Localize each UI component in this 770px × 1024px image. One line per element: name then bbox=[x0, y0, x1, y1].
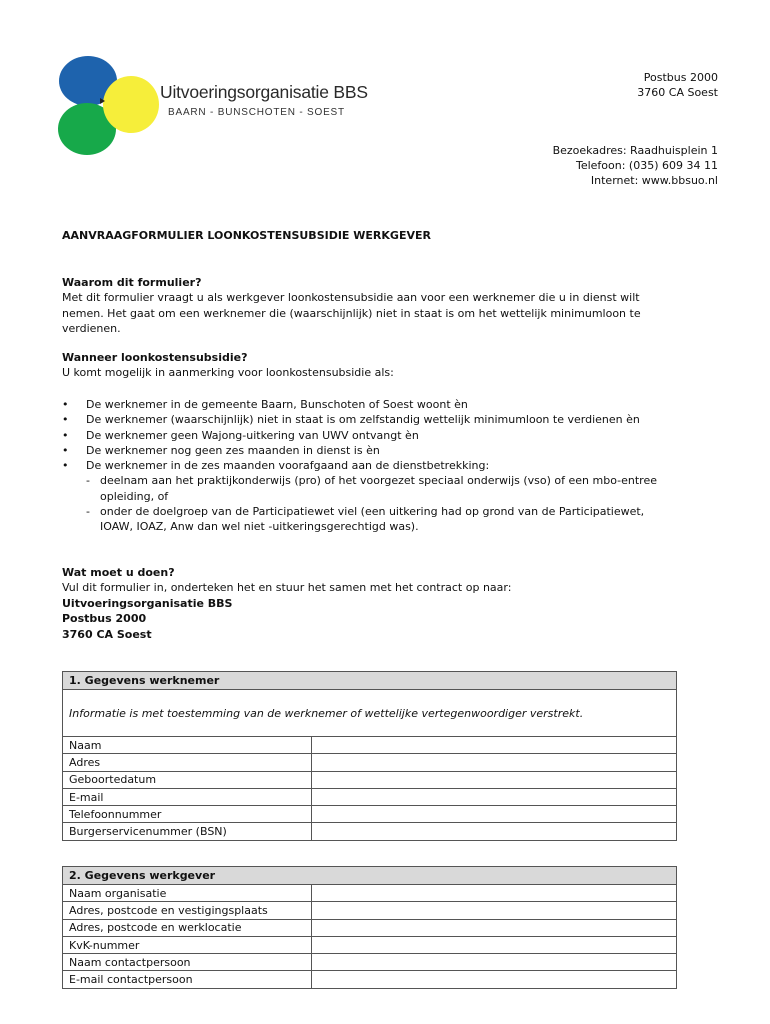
list-item: • De werknemer nog geen zes maanden in dienst is èn bbox=[62, 443, 380, 457]
organisation-logo bbox=[56, 54, 368, 158]
employee-table bbox=[62, 671, 677, 841]
table-row bbox=[63, 771, 677, 788]
field-label: Naam bbox=[63, 737, 312, 754]
field-value-cell[interactable] bbox=[312, 954, 677, 971]
eligibility-list bbox=[62, 397, 722, 535]
field-label: Naam contactpersoon bbox=[63, 954, 312, 971]
website: Internet: www.bbsuo.nl bbox=[590, 174, 718, 187]
field-value-cell[interactable] bbox=[312, 919, 677, 936]
table-row bbox=[63, 885, 677, 902]
table-row bbox=[63, 954, 677, 971]
field-value-cell[interactable] bbox=[312, 936, 677, 953]
mail-address-postbus: Postbus 2000 bbox=[62, 612, 147, 626]
field-label: KvK-nummer bbox=[63, 936, 312, 953]
section-when bbox=[62, 350, 714, 381]
section-why-line: Met dit formulier vraagt u als werkgever loonkostensubsidie aan voor een werknemer die u in dienst wilt bbox=[62, 291, 640, 305]
document-title: AANVRAAGFORMULIER LOONKOSTENSUBSIDIE WERKGEVER bbox=[62, 229, 431, 242]
field-value-cell[interactable] bbox=[312, 771, 677, 788]
table-row bbox=[63, 806, 677, 823]
table-row bbox=[63, 754, 677, 771]
table-row bbox=[63, 936, 677, 953]
bullet-icon: • bbox=[62, 398, 69, 411]
section-what-heading: Wat moet u doen? bbox=[62, 566, 175, 579]
field-label: Geboortedatum bbox=[63, 771, 312, 788]
field-value-cell[interactable] bbox=[312, 971, 677, 988]
list-item: • De werknemer (waarschijnlijk) niet in staat is om zelfstandig wettelijk minimumloon te verdienen èn bbox=[62, 413, 640, 427]
section-why-heading: Waarom dit formulier? bbox=[62, 276, 202, 289]
postal-address bbox=[637, 70, 718, 100]
list-item: • De werknemer in de zes maanden voorafgaand aan de dienstbetrekking: - deelnam aan het praktijkonderwijs (pro) of het voorgezet speciaal onderwijs (vso) of een mbo-entree opleiding, of - onder de doelgroep van de Participatiewet viel (een uitkering had op grond van de Participatiewet, IOAW, IOAZ, Anw dan wel niet -uitkeringsgerechtigd was). bbox=[62, 458, 722, 534]
table-row bbox=[63, 823, 677, 840]
mail-address-postcode: 3760 CA Soest bbox=[62, 627, 152, 641]
section-when-intro: U komt mogelijk in aanmerking voor loonkostensubsidie als: bbox=[62, 366, 394, 380]
field-label: Naam organisatie bbox=[63, 885, 312, 902]
sub-list bbox=[86, 473, 722, 534]
logo-org-name: Uitvoeringsorganisatie BBS bbox=[160, 82, 368, 102]
employee-table-header: 1. Gegevens werknemer bbox=[63, 672, 677, 690]
section-why bbox=[62, 275, 714, 337]
field-label: Adres, postcode en werklocatie bbox=[63, 919, 312, 936]
logo-arrow-icon bbox=[100, 98, 105, 104]
dash-icon: - bbox=[86, 505, 90, 519]
logo-subtitle: BAARN - BUNSCHOTEN - SOEST bbox=[168, 107, 345, 118]
mail-address-name: Uitvoeringsorganisatie BBS bbox=[62, 596, 233, 610]
field-value-cell[interactable] bbox=[312, 754, 677, 771]
contact-details bbox=[553, 143, 718, 188]
logo-yellow-circle bbox=[103, 76, 159, 133]
sub-list-item: - deelnam aan het praktijkonderwijs (pro) of het voorgezet speciaal onderwijs (vso) of een mbo-entree opleiding, of bbox=[86, 474, 657, 503]
section-why-line: nemen. Het gaat om een werknemer die (waarschijnlijk) niet in staat is om het wettelijk minimumloon te bbox=[62, 306, 641, 320]
field-value-cell[interactable] bbox=[312, 885, 677, 902]
sub-list-item: - onder de doelgroep van de Participatiewet viel (een uitkering had op grond van de Participatiewet, IOAW, IOAZ, Anw dan wel niet -uitkeringsgerechtigd was). bbox=[86, 505, 645, 534]
bullet-icon: • bbox=[62, 413, 69, 427]
field-value-cell[interactable] bbox=[312, 788, 677, 805]
consent-note: Informatie is met toestemming van de werknemer of wettelijke vertegenwoordiger verstrekt. bbox=[63, 690, 677, 737]
table-row bbox=[63, 788, 677, 805]
field-label: E-mail bbox=[63, 788, 312, 805]
section-what bbox=[62, 565, 714, 642]
postbus: Postbus 2000 bbox=[643, 71, 718, 84]
list-item: • De werknemer in de gemeente Baarn, Bunschoten of Soest woont èn bbox=[62, 398, 468, 411]
table-row bbox=[63, 919, 677, 936]
postcode: 3760 CA Soest bbox=[637, 86, 718, 99]
bullet-icon: • bbox=[62, 428, 69, 442]
table-row bbox=[63, 971, 677, 988]
field-value-cell[interactable] bbox=[312, 902, 677, 919]
field-label: E-mail contactpersoon bbox=[63, 971, 312, 988]
field-value-cell[interactable] bbox=[312, 823, 677, 840]
field-label: Telefoonnummer bbox=[63, 806, 312, 823]
visit-address: Bezoekadres: Raadhuisplein 1 bbox=[552, 144, 718, 157]
field-label: Adres, postcode en vestigingsplaats bbox=[63, 902, 312, 919]
table-row bbox=[63, 737, 677, 754]
employer-table-header: 2. Gegevens werkgever bbox=[63, 867, 677, 885]
table-row bbox=[63, 902, 677, 919]
bullet-icon: • bbox=[62, 443, 69, 457]
list-item: • De werknemer geen Wajong-uitkering van UWV ontvangt èn bbox=[62, 428, 419, 442]
section-what-intro: Vul dit formulier in, onderteken het en stuur het samen met het contract op naar: bbox=[62, 581, 512, 595]
field-label: Burgerservicenummer (BSN) bbox=[63, 823, 312, 840]
field-label: Adres bbox=[63, 754, 312, 771]
field-value-cell[interactable] bbox=[312, 737, 677, 754]
section-when-heading: Wanneer loonkostensubsidie? bbox=[62, 351, 248, 364]
bullet-icon: • bbox=[62, 459, 69, 473]
section-why-line: verdienen. bbox=[62, 322, 121, 336]
phone: Telefoon: (035) 609 34 11 bbox=[575, 159, 718, 172]
employer-table bbox=[62, 866, 677, 989]
field-value-cell[interactable] bbox=[312, 806, 677, 823]
dash-icon: - bbox=[86, 474, 90, 488]
